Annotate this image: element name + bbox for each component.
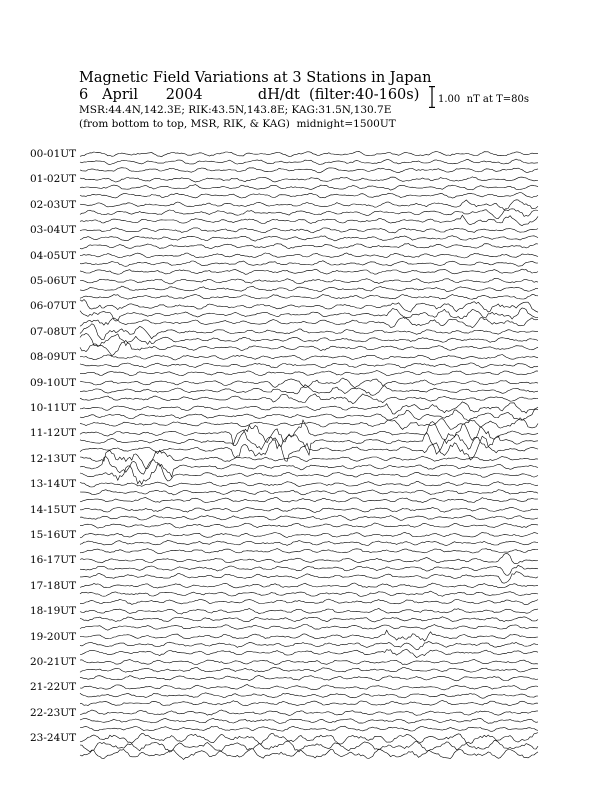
trace-rik-03-04UT: [80, 236, 538, 242]
trace-rik-07-08UT: [80, 333, 538, 346]
trace-kag-15-16UT: [80, 532, 538, 538]
trace-rik-10-11UT: [80, 409, 538, 421]
chart-title: Magnetic Field Variations at 3 Stations in Japan: [79, 70, 432, 86]
trace-rik-19-20UT: [80, 642, 538, 650]
trace-rik-23-24UT: [80, 740, 538, 752]
scale-label: 1.00 nT at T=80s: [438, 94, 529, 105]
hour-label: 10-11UT: [30, 402, 77, 414]
trace-kag-04-05UT: [80, 253, 538, 258]
trace-msr-05-06UT: [80, 294, 538, 299]
date-year: 2004: [165, 87, 203, 103]
hour-label: 06-07UT: [30, 300, 77, 313]
trace-kag-23-24UT: [80, 733, 538, 745]
trace-kag-11-12UT: [80, 420, 538, 446]
quantity-label: dH/dt: [257, 87, 300, 103]
trace-msr-10-11UT: [80, 418, 538, 430]
trace-rik-15-16UT: [80, 540, 538, 545]
trace-rik-22-23UT: [80, 718, 538, 723]
hour-label: 16-17UT: [30, 554, 77, 567]
hour-label: 07-08UT: [30, 325, 77, 338]
trace-msr-03-04UT: [80, 244, 538, 249]
trace-kag-09-10UT: [80, 378, 538, 388]
trace-kag-01-02UT: [80, 177, 538, 182]
trace-rik-11-12UT: [80, 430, 538, 455]
trace-kag-14-15UT: [80, 507, 538, 512]
hour-label: 08-09UT: [30, 351, 77, 364]
date-day: 6: [79, 87, 89, 103]
trace-msr-14-15UT: [80, 523, 538, 528]
trace-rik-05-06UT: [80, 286, 538, 292]
trace-kag-20-21UT: [80, 659, 538, 664]
hour-label: 14-15UT: [30, 503, 77, 516]
trace-msr-22-23UT: [80, 726, 538, 731]
trace-rik-16-17UT: [80, 565, 538, 575]
trace-rik-17-18UT: [80, 591, 538, 596]
hour-label: 09-10UT: [30, 376, 77, 389]
trace-rik-20-21UT: [80, 667, 538, 672]
hour-label: 00-01UT: [30, 148, 77, 160]
hour-label: 12-13UT: [30, 452, 77, 465]
order-line: (from bottom to top, MSR, RIK, & KAG) midnight=1500UT: [79, 118, 396, 130]
hour-label: 20-21UT: [30, 656, 77, 668]
hour-label: 22-23UT: [30, 706, 77, 719]
stations-line: MSR:44.4N,142.3E; RIK:43.5N,143.8E; KAG:31.5N,130.7E: [79, 104, 392, 116]
trace-msr-09-10UT: [80, 394, 538, 404]
trace-rik-21-22UT: [80, 693, 538, 698]
hour-label: 17-18UT: [30, 579, 77, 592]
hour-label: 11-12UT: [30, 427, 77, 440]
trace-rik-13-14UT: [80, 490, 538, 495]
trace-msr-19-20UT: [80, 649, 538, 657]
trace-msr-23-24UT: [80, 749, 538, 760]
hour-label: 13-14UT: [30, 478, 77, 491]
trace-kag-03-04UT: [80, 228, 538, 233]
trace-kag-13-14UT: [80, 481, 538, 487]
trace-rik-00-01UT: [80, 159, 538, 165]
trace-kag-06-07UT: [80, 300, 538, 313]
hour-label: 05-06UT: [30, 275, 77, 287]
trace-kag-08-09UT: [80, 354, 538, 360]
trace-kag-05-06UT: [80, 279, 538, 284]
date-month: April: [102, 87, 139, 103]
trace-msr-01-02UT: [80, 192, 538, 198]
trace-msr-18-19UT: [80, 625, 538, 631]
trace-rik-18-19UT: [80, 617, 538, 622]
trace-kag-00-01UT: [80, 151, 538, 157]
hour-label: 18-19UT: [30, 605, 77, 618]
trace-kag-16-17UT: [80, 553, 538, 563]
trace-msr-16-17UT: [80, 572, 538, 584]
trace-kag-19-20UT: [80, 630, 538, 641]
trace-rik-14-15UT: [80, 516, 538, 521]
hour-label: 23-24UT: [30, 732, 77, 745]
trace-rik-06-07UT: [80, 308, 538, 321]
trace-kag-18-19UT: [80, 608, 538, 614]
hour-label: 21-22UT: [30, 681, 77, 694]
filter-label: (filter:40-160s): [309, 87, 420, 103]
trace-msr-06-07UT: [80, 317, 538, 328]
trace-kag-10-11UT: [80, 402, 538, 414]
trace-kag-02-03UT: [80, 200, 538, 210]
trace-msr-02-03UT: [80, 215, 538, 225]
hour-label: 15-16UT: [30, 529, 77, 541]
trace-rik-04-05UT: [80, 261, 538, 267]
trace-kag-17-18UT: [80, 583, 538, 588]
trace-rik-02-03UT: [80, 209, 538, 219]
trace-msr-08-09UT: [80, 371, 538, 376]
hour-label: 01-02UT: [30, 173, 77, 186]
hour-label: 03-04UT: [30, 224, 77, 237]
trace-rik-08-09UT: [80, 363, 538, 368]
trace-msr-00-01UT: [80, 168, 538, 173]
trace-msr-20-21UT: [80, 676, 538, 681]
trace-msr-17-18UT: [80, 599, 538, 605]
trace-kag-21-22UT: [80, 685, 538, 690]
trace-msr-13-14UT: [80, 497, 538, 502]
trace-msr-15-16UT: [80, 549, 538, 554]
trace-kag-22-23UT: [80, 710, 538, 715]
hour-label: 19-20UT: [30, 630, 77, 643]
trace-rik-01-02UT: [80, 185, 538, 191]
trace-msr-04-05UT: [80, 269, 538, 274]
hour-label: 02-03UT: [30, 198, 77, 211]
hour-label: 04-05UT: [30, 249, 77, 262]
trace-msr-21-22UT: [80, 701, 538, 706]
